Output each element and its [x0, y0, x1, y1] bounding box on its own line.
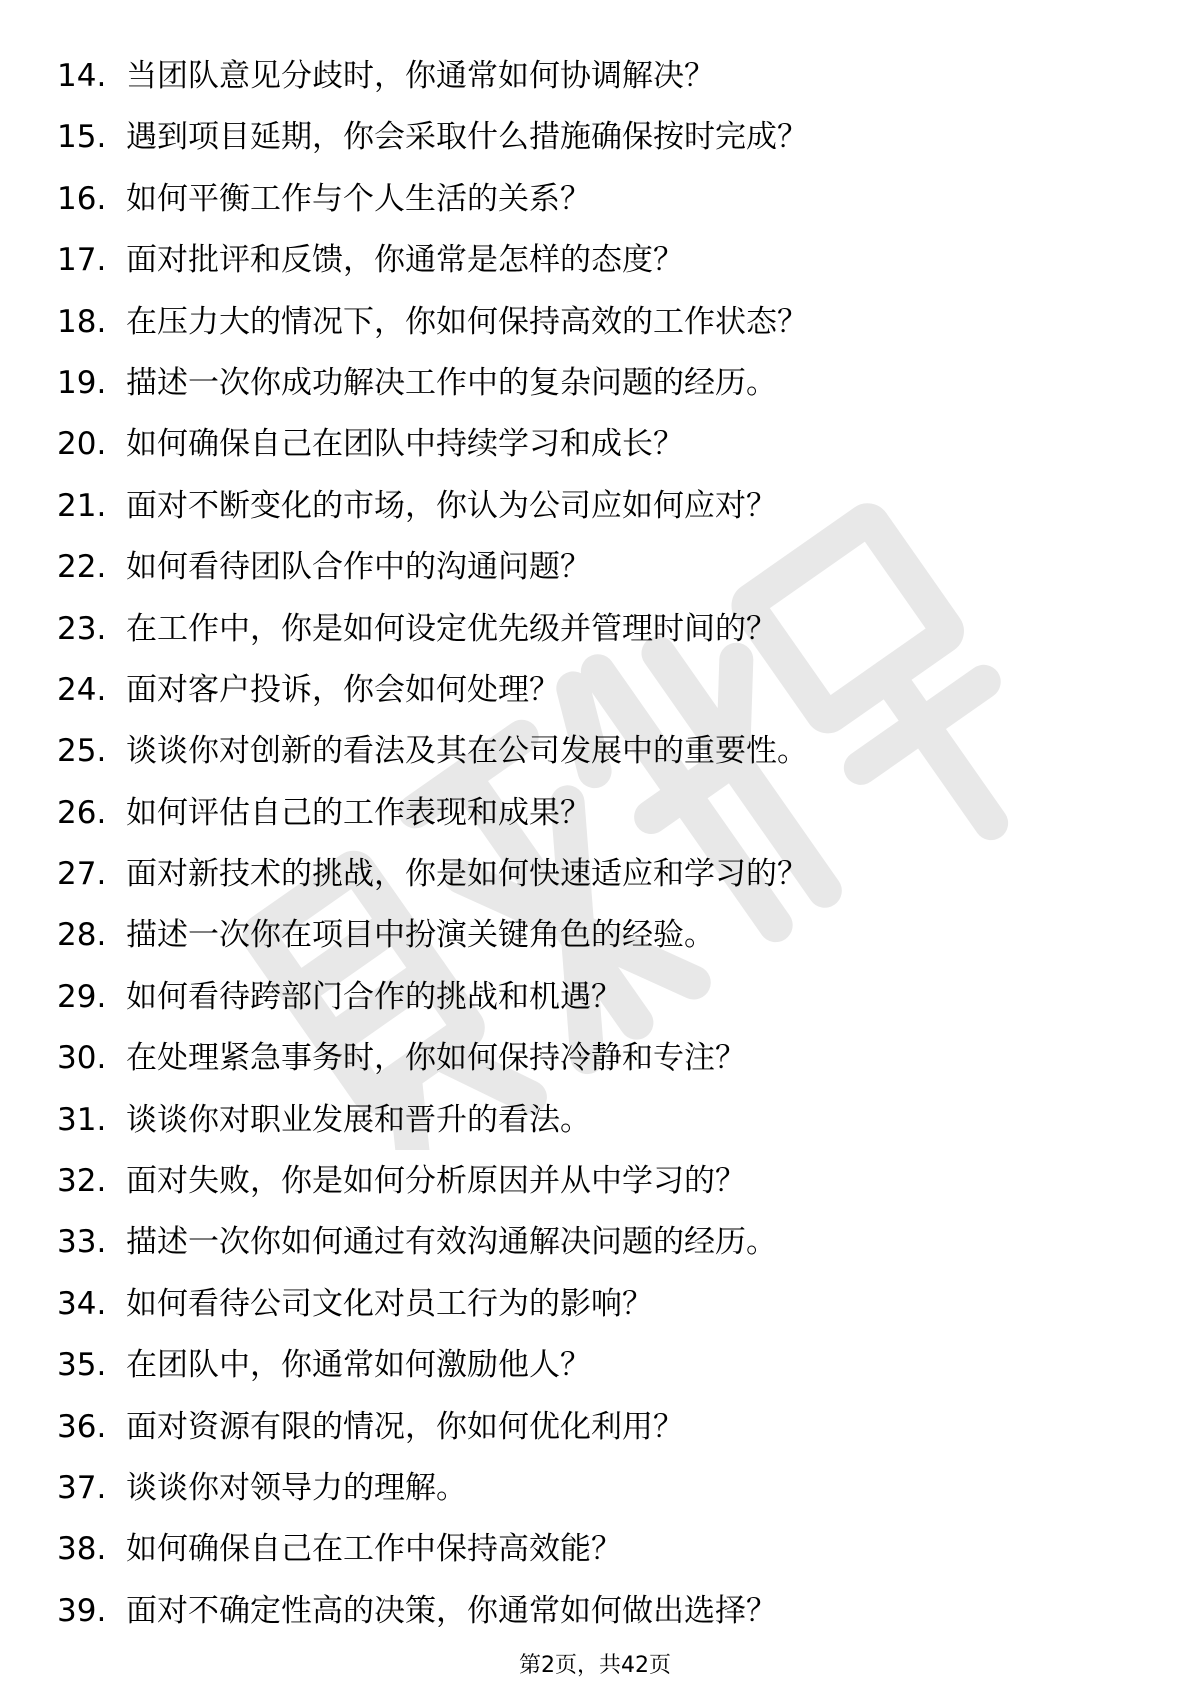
question-item: [0, 967, 1190, 1028]
question-item: [0, 1151, 1190, 1212]
question-text: 在工作中，你是如何设定优先级并管理时间的？: [126, 610, 777, 647]
question-number: 19.: [57, 364, 107, 401]
question-number: 22.: [57, 549, 107, 586]
question-text: 面对客户投诉，你会如何处理？: [126, 671, 560, 708]
question-number: 25.: [57, 733, 107, 770]
question-text: 如何看待公司文化对员工行为的影响？: [126, 1285, 653, 1322]
question-text: 如何看待团队合作中的沟通问题？: [126, 549, 591, 586]
question-text: 描述一次你如何通过有效沟通解决问题的经历。: [126, 1224, 777, 1261]
question-text: 在压力大的情况下，你如何保持高效的工作状态？: [126, 303, 808, 340]
question-text: 当团队意见分歧时，你通常如何协调解决？: [126, 58, 715, 94]
question-number: 33.: [57, 1224, 107, 1261]
question-number: 17.: [57, 242, 107, 279]
question-item: [0, 1397, 1190, 1458]
question-number: 21.: [57, 487, 107, 524]
question-text: 面对不确定性高的决策，你通常如何做出选择？: [126, 1592, 777, 1629]
question-text: 描述一次你在项目中扮演关键角色的经验。: [126, 917, 715, 954]
question-text: 面对失败，你是如何分析原因并从中学习的？: [126, 1163, 746, 1200]
question-item: [0, 1274, 1190, 1335]
question-number: 20.: [57, 426, 107, 463]
question-text: 谈谈你对领导力的理解。: [126, 1469, 467, 1506]
question-item: [0, 783, 1190, 844]
question-number: 38.: [57, 1531, 107, 1568]
question-number: 32.: [57, 1163, 107, 1200]
question-number: 28.: [57, 917, 107, 954]
question-text: 如何平衡工作与个人生活的关系？: [126, 180, 591, 217]
question-text: 谈谈你对创新的看法及其在公司发展中的重要性。: [126, 733, 808, 770]
question-item: [0, 905, 1190, 966]
question-number: 26.: [57, 794, 107, 831]
question-item: [0, 599, 1190, 660]
question-item: [0, 844, 1190, 905]
question-number: 35.: [57, 1347, 107, 1384]
question-item: [0, 414, 1190, 475]
question-item: [0, 1028, 1190, 1089]
question-text: 在处理紧急事务时，你如何保持冷静和专注？: [126, 1040, 746, 1077]
question-text: 描述一次你成功解决工作中的复杂问题的经历。: [126, 364, 777, 401]
question-item: [0, 1581, 1190, 1642]
question-text: 如何评估自己的工作表现和成果？: [126, 794, 591, 831]
question-number: 27.: [57, 856, 107, 893]
question-text: 遇到项目延期，你会采取什么措施确保按时完成？: [126, 119, 808, 156]
question-number: 29.: [57, 978, 107, 1015]
question-list: [0, 46, 1190, 1642]
question-item: [0, 230, 1190, 291]
question-number: 14.: [57, 58, 107, 94]
question-number: 37.: [57, 1469, 107, 1506]
question-item: [0, 721, 1190, 782]
question-number: 31.: [57, 1101, 107, 1138]
question-item: [0, 1335, 1190, 1396]
question-text: 如何确保自己在团队中持续学习和成长？: [126, 426, 684, 463]
question-number: 16.: [57, 180, 107, 217]
question-text: 如何看待跨部门合作的挑战和机遇？: [126, 978, 622, 1015]
question-text: 面对新技术的挑战，你是如何快速适应和学习的？: [126, 856, 808, 893]
question-item: [0, 476, 1190, 537]
question-item: [0, 292, 1190, 353]
question-text: 面对批评和反馈，你通常是怎样的态度？: [126, 242, 684, 279]
question-text: 面对资源有限的情况，你如何优化利用？: [126, 1408, 684, 1445]
question-text: 谈谈你对职业发展和晋升的看法。: [126, 1101, 591, 1138]
question-text: 面对不断变化的市场，你认为公司应如何应对？: [126, 487, 777, 524]
question-item: [0, 537, 1190, 598]
question-item: [0, 353, 1190, 414]
question-item: [0, 1519, 1190, 1580]
question-number: 30.: [57, 1040, 107, 1077]
question-number: 24.: [57, 671, 107, 708]
question-item: [0, 1090, 1190, 1151]
question-item: [0, 1458, 1190, 1519]
question-number: 36.: [57, 1408, 107, 1445]
question-number: 39.: [57, 1592, 107, 1629]
question-text: 如何确保自己在工作中保持高效能？: [126, 1531, 622, 1568]
question-text: 在团队中，你通常如何激励他人？: [126, 1347, 591, 1384]
question-number: 18.: [57, 303, 107, 340]
question-number: 15.: [57, 119, 107, 156]
page-number-footer: 第2页，共42页: [519, 1653, 671, 1678]
question-number: 34.: [57, 1285, 107, 1322]
question-item: [0, 660, 1190, 721]
question-item: [0, 46, 1190, 107]
question-item: [0, 169, 1190, 230]
question-item: [0, 1212, 1190, 1273]
question-item: [0, 107, 1190, 168]
question-number: 23.: [57, 610, 107, 647]
